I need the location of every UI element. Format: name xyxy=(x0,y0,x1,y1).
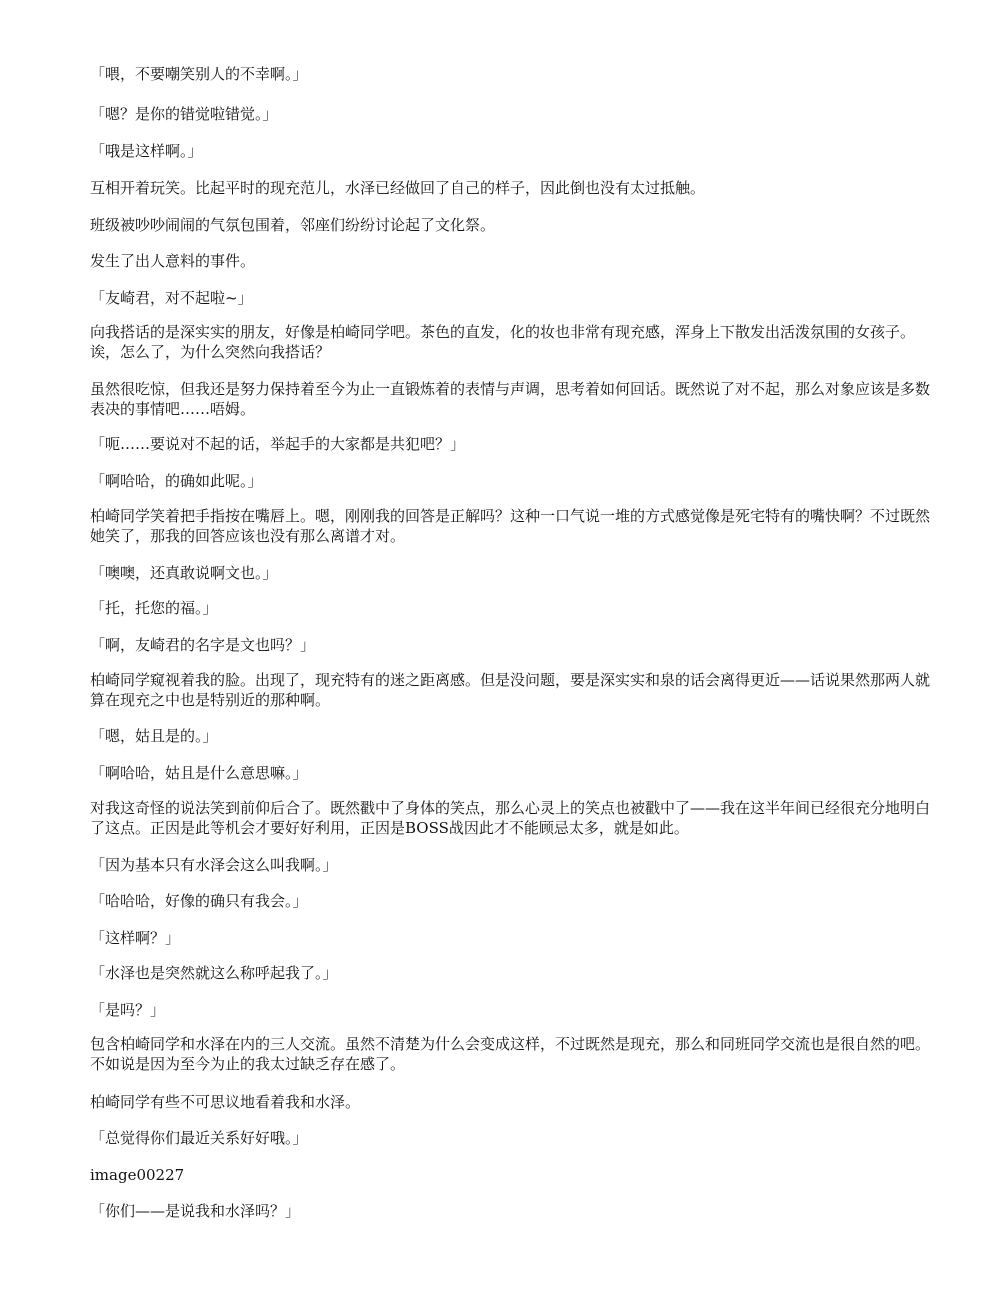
paragraph: 「呃……要说对不起的话，举起手的大家都是共犯吧？」 xyxy=(90,435,466,453)
paragraph: 「友崎君，对不起啦~」 xyxy=(90,289,253,307)
paragraph: 「哦是这样啊。」 xyxy=(90,142,203,160)
paragraph: 向我搭话的是深实实的朋友，好像是柏崎同学吧。茶色的直发，化的妆也非常有现充感，浑身上下散发出活泼氛围的女孩子。诶，怎么了，为什么突然向我搭话？ xyxy=(90,323,916,361)
paragraph: 「水泽也是突然就这么称呼起我了。」 xyxy=(90,964,338,982)
paragraph: 「你们——是说我和水泽吗？」 xyxy=(90,1202,301,1220)
paragraph: 「哈哈哈，好像的确只有我会。」 xyxy=(90,892,308,910)
paragraph: 互相开着玩笑。比起平时的现充范儿，水泽已经做回了自己的样子，因此倒也没有太过抵触。 xyxy=(90,179,706,197)
paragraph: 「嗯？是你的错觉啦错觉。」 xyxy=(90,105,278,123)
paragraph: 对我这奇怪的说法笑到前仰后合了。既然戳中了身体的笑点，那么心灵上的笑点也被戳中了——我在这半年间已经很充分地明白了这点。正因是此等机会才要好好利用，正因是BOSS战因此才不能顾忌太多，就是如此。 xyxy=(90,799,931,837)
paragraph: 「托，托您的福。」 xyxy=(90,599,218,617)
paragraph: 「啊哈哈，的确如此呢。」 xyxy=(90,472,263,490)
paragraph: 「噢噢，还真敢说啊文也。」 xyxy=(90,564,278,582)
image-placeholder-label: image00227 xyxy=(90,1166,185,1184)
paragraph: 「嗯，姑且是的。」 xyxy=(90,727,218,745)
paragraph: 柏崎同学有些不可思议地看着我和水泽。 xyxy=(90,1093,361,1111)
paragraph: 发生了出人意料的事件。 xyxy=(90,252,256,270)
paragraph: 包含柏崎同学和水泽在内的三人交流。虽然不清楚为什么会变成这样，不过既然是现充，那么和同班同学交流也是很自然的吧。不如说是因为至今为止的我太过缺乏存在感了。 xyxy=(90,1035,931,1073)
paragraph: 「因为基本只有水泽会这么叫我啊。」 xyxy=(90,856,338,874)
paragraph: 「啊哈哈，姑且是什么意思嘛。」 xyxy=(90,764,308,782)
paragraph: 「这样啊？」 xyxy=(90,929,181,947)
paragraph: 「啊，友崎君的名字是文也吗？」 xyxy=(90,636,316,654)
paragraph: 虽然很吃惊，但我还是努力保持着至今为止一直锻炼着的表情与声调，思考着如何回话。既然说了对不起，那么对象应该是多数表决的事情吧……唔姆。 xyxy=(90,380,931,418)
paragraph: 「喂，不要嘲笑别人的不幸啊。」 xyxy=(90,65,308,83)
paragraph: 「是吗？」 xyxy=(90,1001,166,1019)
paragraph: 班级被吵吵闹闹的气氛包围着，邻座们纷纷讨论起了文化祭。 xyxy=(90,216,496,234)
paragraph: 柏崎同学窥视着我的脸。出现了，现充特有的迷之距离感。但是没问题，要是深实实和泉的话会离得更近——话说果然那两人就算在现充之中也是特别近的那种啊。 xyxy=(90,671,931,709)
paragraph: 「总觉得你们最近关系好好哦。」 xyxy=(90,1129,308,1147)
paragraph: 柏崎同学笑着把手指按在嘴唇上。嗯，刚刚我的回答是正解吗？这种一口气说一堆的方式感觉像是死宅特有的嘴快啊？不过既然她笑了，那我的回答应该也没有那么离谱才对。 xyxy=(90,507,931,545)
